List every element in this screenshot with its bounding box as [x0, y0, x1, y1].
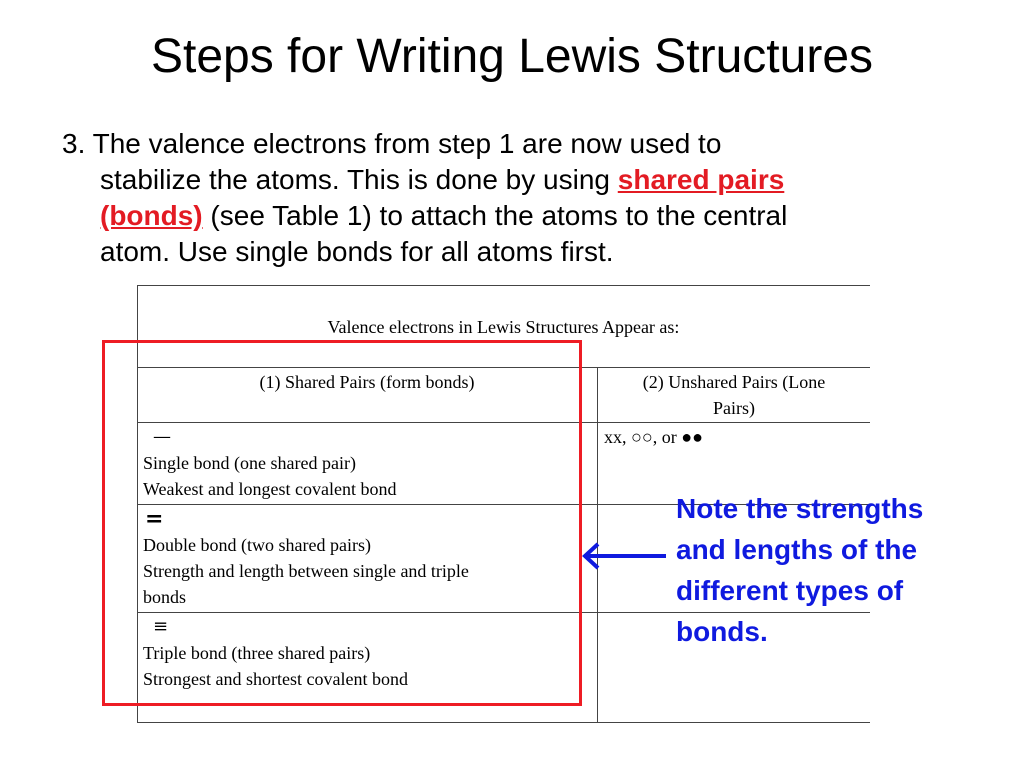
body-line-text: stabilize the atoms. This is done by using — [100, 164, 618, 195]
unshared-pairs-header-line2: Pairs) — [713, 398, 755, 418]
left-arrow-icon — [578, 536, 670, 576]
body-line-bonds — [100, 198, 787, 234]
double-bond-name: Double bond (two shared pairs) — [143, 535, 371, 555]
double-bond-symbol: = — [145, 506, 164, 532]
triple-bond-symbol: ≡ — [153, 616, 169, 637]
body-line-text: (see Table 1) to attach the atoms to the central — [202, 200, 788, 231]
shared-pairs-highlight: shared pairs — [617, 164, 785, 195]
body-line-step-3: 3. The valence electrons from step 1 are now used to — [62, 128, 722, 159]
table-caption: Valence electrons in Lewis Structures Appear as: — [327, 317, 680, 337]
triple-bond-name: Triple bond (three shared pairs) — [143, 643, 371, 663]
body-line-shared-pairs — [100, 162, 784, 198]
note-line-4: bonds. — [676, 616, 768, 647]
double-bond-description-continued: bonds — [143, 587, 187, 607]
single-bond-symbol: — — [153, 426, 171, 447]
note-line-3: different types of — [676, 575, 904, 606]
body-line-single-bonds: atom. Use single bonds for all atoms first. — [100, 236, 614, 267]
unshared-pairs-header — [598, 369, 870, 421]
strength-length-note — [676, 488, 996, 652]
lone-pairs-cell: xx, ○○, or ●● — [604, 427, 703, 447]
single-bond-name: Single bond (one shared pair) — [143, 453, 356, 473]
unshared-pairs-header-line1: (2) Unshared Pairs (Lone — [642, 372, 826, 392]
table-top-border — [137, 285, 870, 286]
slide-title: Steps for Writing Lewis Structures — [150, 30, 874, 83]
triple-bond-description: Strongest and shortest covalent bond — [143, 669, 408, 689]
note-line-1: Note the strengths — [676, 493, 924, 524]
double-bond-description: Strength and length between single and triple — [143, 561, 469, 581]
note-line-2: and lengths of the — [676, 534, 918, 565]
table-bottom-border — [137, 722, 870, 723]
red-outline-box — [102, 340, 582, 706]
single-bond-description: Weakest and longest covalent bond — [143, 479, 397, 499]
bonds-highlight: (bonds) — [100, 200, 203, 231]
shared-pairs-header: (1) Shared Pairs (form bonds) — [259, 372, 475, 392]
